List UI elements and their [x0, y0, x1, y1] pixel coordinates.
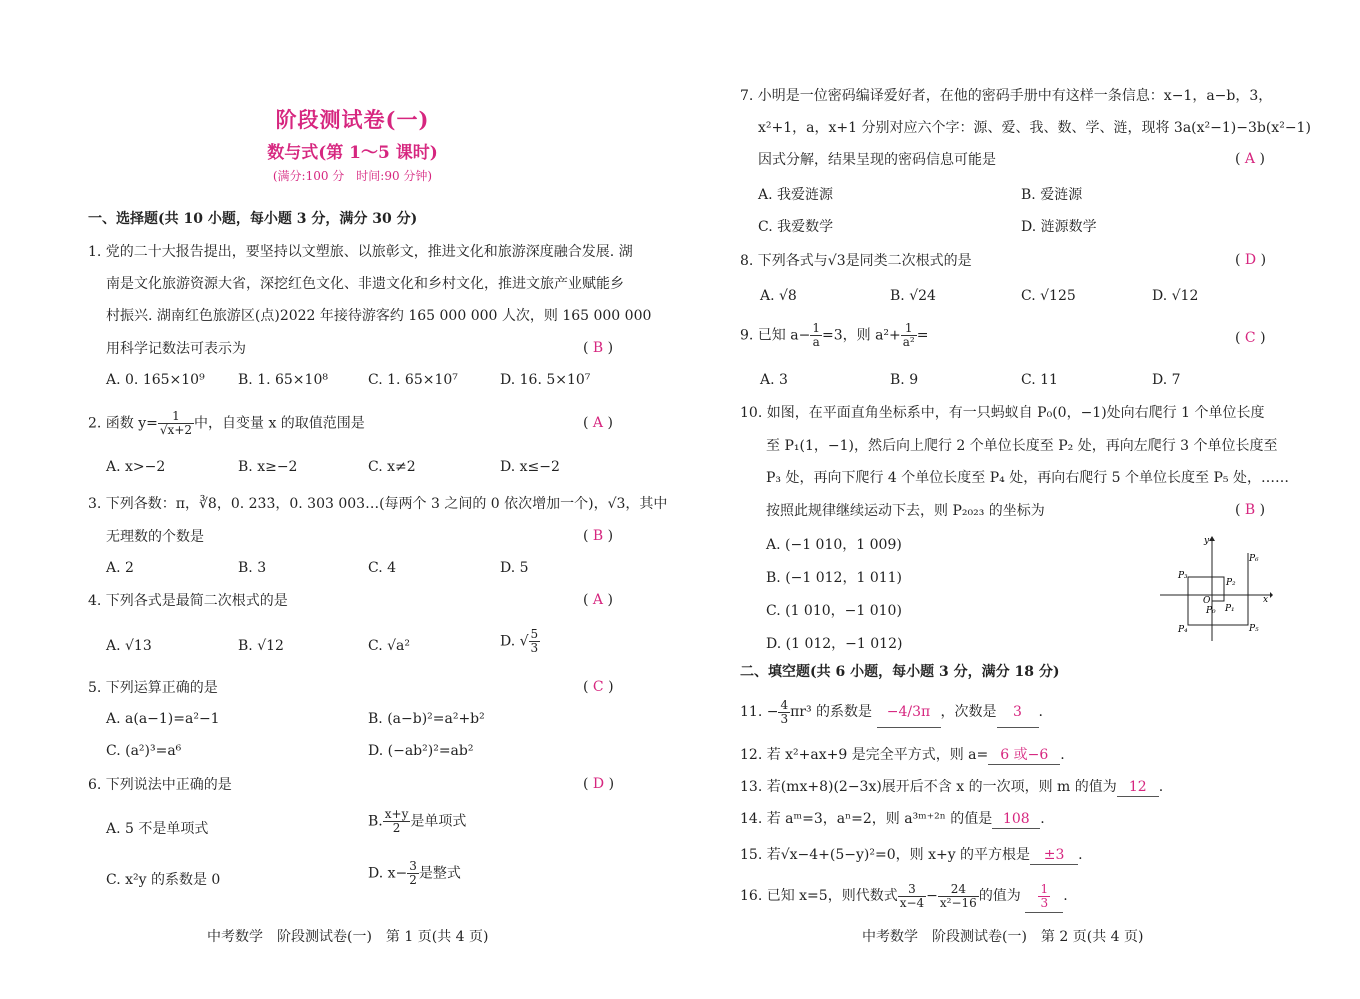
q16-stem: 16. 已知 x=5，则代数式 $\frac{3}{x-4}$ − $\frac{24}{\text{x²−16}}$ 的值为 $\frac{1}{3}$ . [740, 880, 1068, 913]
q6-option-a: A. 5 不是单项式 [106, 821, 209, 837]
q10-option-b: B. (−1 012，1 011) [766, 570, 903, 586]
q5-option-b: B. (a−b)²=a²+b² [368, 711, 485, 727]
q15-blank: ±3 [1030, 846, 1078, 865]
label-p1: P₁ [1225, 604, 1235, 614]
q10-line4: 按照此规律继续运动下去，则 P₂₀₂₃ 的坐标为 [766, 503, 1045, 519]
x-axis-arrow [1270, 592, 1273, 598]
q1-line3: 村振兴. 湖南红色旅游区(点)2022 年接待游客约 165 000 000 人次，则 165 000 000 [106, 308, 652, 324]
q8-option-d: D. √12 [1152, 288, 1199, 304]
q16-blank: $\frac{1}{3}$ [1025, 880, 1063, 913]
q1-line1: 1. 党的二十大报告提出，要坚持以文塑旅、以旅彰文，推进文化和旅游深度融合发展. 湖 [88, 244, 633, 260]
footer-page-2: 中考数学 阶段测试卷(一) 第 2 页(共 4 页) [862, 929, 1144, 945]
q10-line2: 至 P₁(1，−1)，然后向上爬行 2 个单位长度至 P₂ 处，再向左爬行 3 个单位长度至 [766, 438, 1278, 454]
q7-option-d: D. 涟源数学 [1021, 219, 1097, 235]
q11-blank-2: 3 [997, 697, 1039, 728]
q3-answer: ( B ) [583, 528, 614, 544]
q10-option-a: A. (−1 010，1 009) [766, 537, 902, 553]
q5-option-d: D. (−ab²)²=ab² [368, 743, 474, 759]
q1-option-a: A. 0. 165×10⁹ [106, 372, 205, 388]
q9-stem: 9. 已知 a− $\frac{1}{a}$ =3，则 a²+ $\frac{1}{\text{a²}}$ = [740, 321, 929, 349]
label-p6: P₆ [1249, 554, 1259, 564]
q5-stem: 5. 下列运算正确的是 [88, 680, 218, 696]
q2-answer: ( A ) [583, 415, 613, 431]
page-right [680, 0, 1360, 999]
q10-option-c: C. (1 010，−1 010) [766, 603, 902, 619]
q1-option-d: D. 16. 5×10⁷ [500, 372, 591, 388]
q8-answer: ( D ) [1235, 252, 1267, 268]
q7-option-a: A. 我爱涟源 [758, 187, 834, 203]
q6-stem: 6. 下列说法中正确的是 [88, 777, 232, 793]
q13-stem: 13. 若(mx+8)(2−3x)展开后不含 x 的一次项，则 m 的值为 12 . [740, 779, 1164, 795]
q1-option-b: B. 1. 65×10⁸ [238, 372, 328, 388]
q4-option-b: B. √12 [238, 638, 284, 654]
q7-option-c: C. 我爱数学 [758, 219, 834, 235]
q6-answer: ( D ) [583, 776, 615, 792]
q2-stem: 2. 函数 y= $\frac{1}{√x+2}$ 中，自变量 x 的取值范围是 [88, 409, 365, 437]
coordinate-figure [1158, 535, 1273, 643]
q9-option-d: D. 7 [1152, 372, 1181, 388]
q4-option-d: D. √ $\frac{5}{3}$ [500, 627, 539, 655]
q9-option-b: B. 9 [890, 372, 919, 388]
q6-option-d: D. x− $\frac{3}{2}$ 是整式 [368, 859, 461, 887]
q3-option-c: C. 4 [368, 560, 397, 576]
q8-stem: 8. 下列各式与√3是同类二次根式的是 [740, 253, 972, 269]
label-p2: P₂ [1226, 578, 1236, 588]
label-p4: P₄ [1178, 625, 1188, 635]
q8-option-c: C. √125 [1021, 288, 1076, 304]
q3-line1: 3. 下列各数：π，∛8，0. 23̇3̇，0. 303 003…(每两个 3 之间的 0 依次增加一个)，√3，其中 [88, 496, 668, 512]
q5-option-c: C. (a²)³=a⁶ [106, 743, 182, 759]
q14-blank: 108 [992, 810, 1040, 829]
y-axis-arrow [1209, 536, 1215, 541]
test-meta: (满分:100 分 时间:90 分钟) [272, 169, 433, 183]
q8-option-b: B. √24 [890, 288, 936, 304]
q2-option-b: B. x≥−2 [238, 459, 298, 475]
q4-option-c: C. √a² [368, 638, 410, 654]
q3-line2: 无理数的个数是 [106, 529, 204, 545]
q10-line1: 10. 如图，在平面直角坐标系中，有一只蚂蚁自 P₀(0，−1)处向右爬行 1 个单位长度 [740, 405, 1265, 421]
q4-stem: 4. 下列各式是最简二次根式的是 [88, 593, 288, 609]
q1-answer: ( B ) [583, 340, 614, 356]
test-title: 阶段测试卷(一) [275, 107, 430, 132]
section-2-heading: 二、填空题(共 6 小题，每小题 3 分，满分 18 分) [740, 664, 1060, 680]
q9-option-c: C. 11 [1021, 372, 1058, 388]
q10-answer: ( B ) [1235, 502, 1266, 518]
ant-path [1188, 553, 1248, 625]
q2-option-d: D. x≤−2 [500, 459, 560, 475]
q7-line2: x²+1，a，x+1 分别对应六个字：源、爱、我、数、学、涟，现将 3a(x²−1)−3b(x²−1) [758, 120, 1311, 136]
label-y: y [1204, 536, 1210, 546]
q8-option-a: A. √8 [760, 288, 797, 304]
q6-option-b: B. $\frac{x+y}{2}$ 是单项式 [368, 807, 467, 835]
label-origin: O [1203, 596, 1211, 606]
label-p5: P₅ [1249, 624, 1259, 634]
q7-line1: 7. 小明是一位密码编译爱好者，在他的密码手册中有这样一条信息：x−1，a−b，3， [740, 88, 1273, 104]
q7-line3: 因式分解，结果呈现的密码信息可能是 [758, 152, 996, 168]
q10-line3: P₃ 处，再向下爬行 4 个单位长度至 P₄ 处，再向右爬行 5 个单位长度至 P₅ 处，…… [766, 470, 1289, 486]
q1-line2: 南是文化旅游资源大省，深挖红色文化、非遗文化和乡村文化，推进文旅产业赋能乡 [106, 276, 624, 292]
q3-option-d: D. 5 [500, 560, 529, 576]
footer-page-1: 中考数学 阶段测试卷(一) 第 1 页(共 4 页) [207, 929, 489, 945]
q2-option-c: C. x≠2 [368, 459, 416, 475]
q9-option-a: A. 3 [760, 372, 788, 388]
q13-blank: 12 [1117, 778, 1159, 797]
q2-option-a: A. x>−2 [106, 459, 166, 475]
section-1-heading: 一、选择题(共 10 小题，每小题 3 分，满分 30 分) [88, 211, 418, 227]
q11-stem: 11. − $\frac{4}{3}$ πr³ 的系数是 −4/3π ，次数是 3 . [740, 697, 1043, 728]
q12-blank: 6 或−6 [988, 746, 1060, 765]
q9-answer: ( C ) [1235, 330, 1266, 346]
q11-blank-1: −4/3π [877, 697, 941, 728]
label-x: x [1263, 595, 1269, 605]
q6-option-c: C. x²y 的系数是 0 [106, 872, 221, 888]
q14-stem: 14. 若 aᵐ=3，aⁿ=2，则 a³ᵐ⁺²ⁿ 的值是 108 . [740, 811, 1045, 827]
q7-option-b: B. 爱涟源 [1021, 187, 1083, 203]
label-p0: P₀ [1206, 606, 1216, 616]
q1-line4: 用科学记数法可表示为 [106, 341, 246, 357]
q5-option-a: A. a(a−1)=a²−1 [106, 711, 220, 727]
q3-option-a: A. 2 [106, 560, 134, 576]
q1-option-c: C. 1. 65×10⁷ [368, 372, 458, 388]
label-p3: P₃ [1178, 571, 1188, 581]
q10-option-d: D. (1 012，−1 012) [766, 636, 903, 652]
q7-answer: ( A ) [1235, 151, 1265, 167]
test-subtitle: 数与式(第 1～5 课时) [267, 143, 438, 163]
q15-stem: 15. 若√x−4+(5−y)²=0，则 x+y 的平方根是 ±3 . [740, 847, 1083, 863]
q5-answer: ( C ) [583, 679, 614, 695]
q4-answer: ( A ) [583, 592, 613, 608]
q4-option-a: A. √13 [106, 638, 152, 654]
q12-stem: 12. 若 x²+ax+9 是完全平方式，则 a= 6 或−6 . [740, 747, 1065, 763]
q3-option-b: B. 3 [238, 560, 267, 576]
